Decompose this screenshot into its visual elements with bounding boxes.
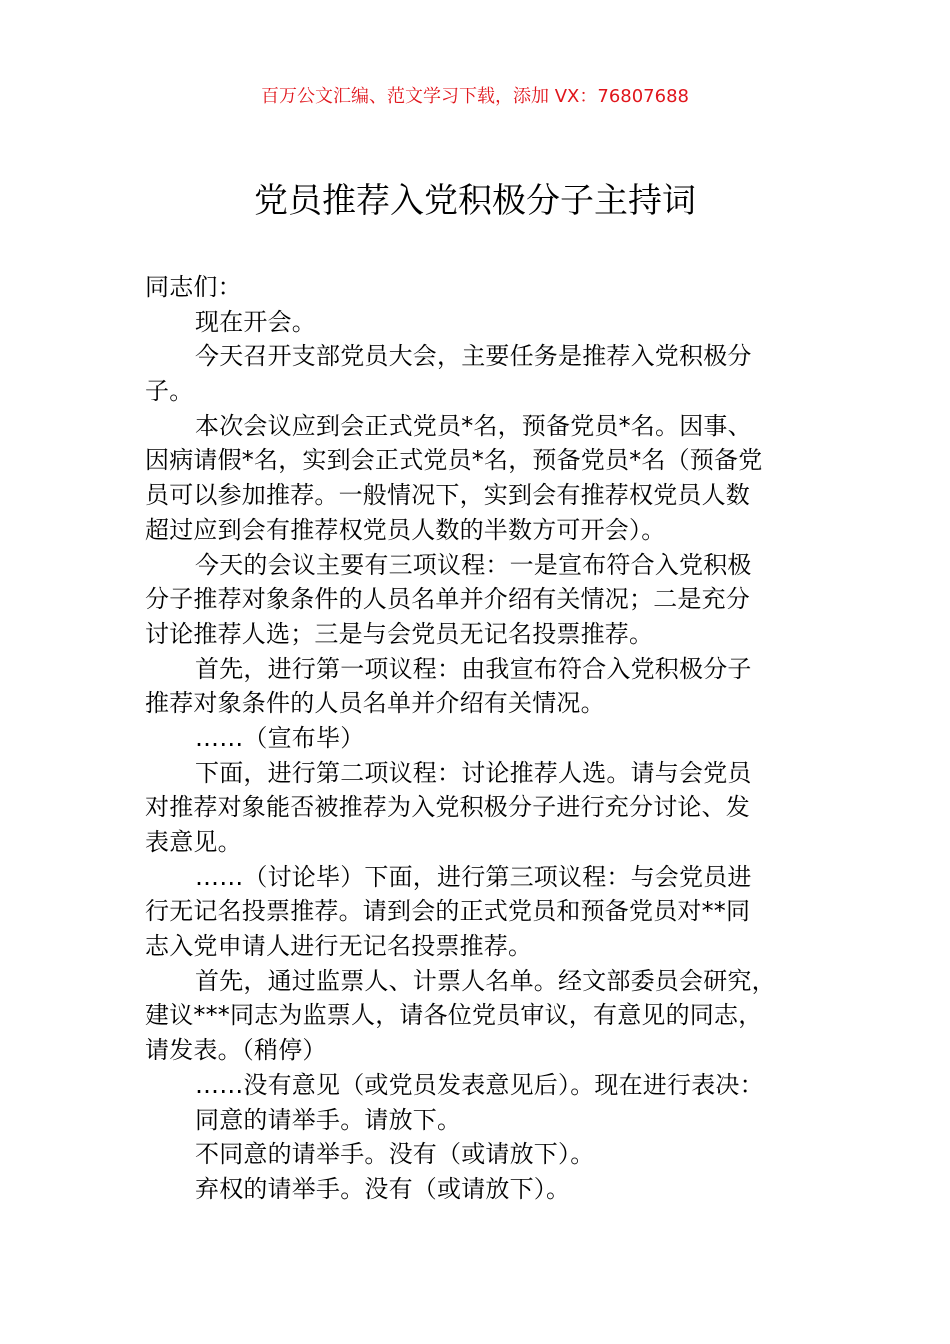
paragraph-line: 弃权的请举手。没有（或请放下）。 bbox=[195, 1174, 571, 1203]
paragraph-line: 讨论推荐人选；三是与会党员无记名投票推荐。 bbox=[145, 619, 654, 648]
document-body bbox=[145, 270, 845, 1207]
paragraph-line: 不同意的请举手。没有（或请放下）。 bbox=[195, 1140, 595, 1169]
paragraph-line: 请发表。（稍停） bbox=[145, 1036, 327, 1065]
paragraph-line: 同意的请举手。请放下。 bbox=[195, 1105, 462, 1134]
paragraph-line: 行无记名投票推荐。请到会的正式党员和预备党员对**同 bbox=[145, 897, 751, 926]
salutation: 同志们： bbox=[145, 273, 242, 301]
paragraph-line: 志入党申请人进行无记名投票推荐。 bbox=[145, 932, 533, 961]
paragraph-line: 表意见。 bbox=[145, 828, 242, 856]
paragraph-line: 对推荐对象能否被推荐为入党积极分子进行充分讨论、发 bbox=[145, 793, 750, 822]
paragraph-line: 首先，通过监票人、计票人名单。经文部委员会研究， bbox=[195, 966, 776, 995]
paragraph-line: 超过应到会有推荐权党员人数的半数方可开会）。 bbox=[145, 515, 666, 544]
paragraph-line: 今天召开支部党员大会，主要任务是推荐入党积极分 bbox=[195, 342, 752, 371]
document-title: 党员推荐入党积极分子主持词 bbox=[254, 181, 696, 221]
paragraph-line: ……（宣布毕） bbox=[195, 723, 365, 752]
paragraph-line: 推荐对象条件的人员名单并介绍有关情况。 bbox=[145, 689, 605, 718]
paragraph-line: 今天的会议主要有三项议程：一是宣布符合入党积极 bbox=[195, 550, 752, 579]
paragraph-line: 员可以参加推荐。一般情况下，实到会有推荐权党员人数 bbox=[145, 481, 750, 510]
paragraph-line: ……（讨论毕）下面，进行第三项议程：与会党员进 bbox=[195, 862, 752, 891]
paragraph-line: ……没有意见（或党员发表意见后）。现在进行表决： bbox=[195, 1070, 764, 1099]
paragraph-line: 子。 bbox=[145, 377, 194, 406]
paragraph-line: 现在开会。 bbox=[195, 307, 316, 336]
paragraph-line: 分子推荐对象条件的人员名单并介绍有关情况；二是充分 bbox=[145, 585, 750, 614]
paragraph-line: 本次会议应到会正式党员*名，预备党员*名。因事、 bbox=[195, 411, 752, 440]
watermark-header: 百万公文汇编、范文学习下载，添加 VX：76807688 bbox=[261, 86, 689, 107]
paragraph-line: 因病请假*名，实到会正式党员*名，预备党员*名（预备党 bbox=[145, 446, 763, 475]
paragraph-line: 首先，进行第一项议程：由我宣布符合入党积极分子 bbox=[195, 654, 752, 683]
paragraph-line: 下面，进行第二项议程：讨论推荐人选。请与会党员 bbox=[195, 758, 752, 787]
paragraph-line: 建议***同志为监票人，请各位党员审议，有意见的同志， bbox=[145, 1001, 763, 1030]
